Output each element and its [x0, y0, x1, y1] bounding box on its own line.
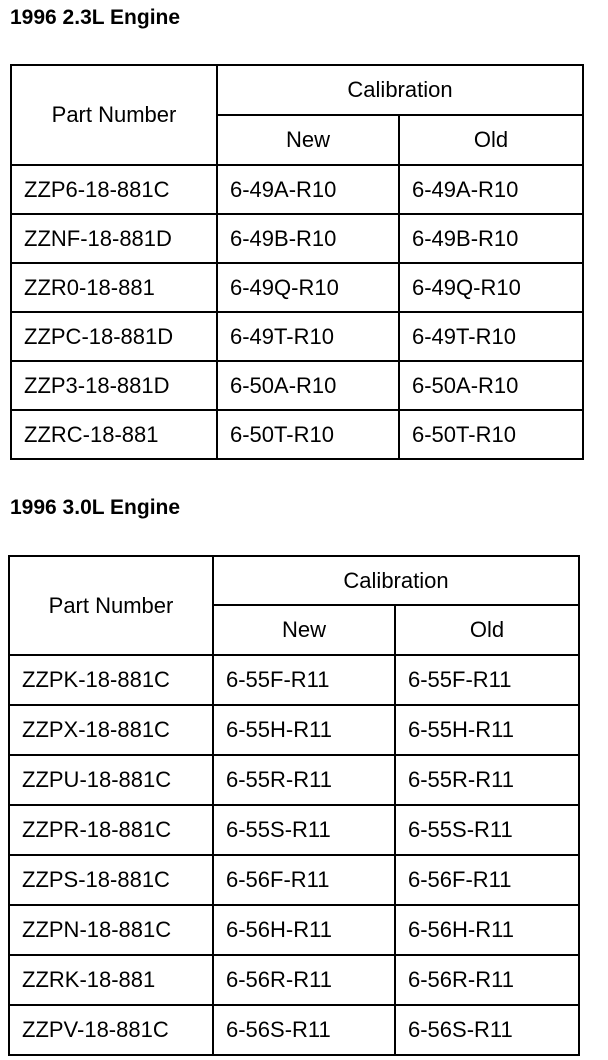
part-number-cell: ZZPN-18-881C: [9, 905, 213, 955]
table-row: [11, 263, 583, 312]
part-number-cell: ZZRK-18-881: [9, 955, 213, 1005]
new-calibration-cell: 6-49T-R10: [217, 312, 399, 361]
part-number-cell: ZZPX-18-881C: [9, 705, 213, 755]
part-number-cell: ZZRC-18-881: [11, 410, 217, 459]
old-calibration-cell: 6-55F-R11: [395, 655, 579, 705]
old-calibration-cell: 6-55S-R11: [395, 805, 579, 855]
table-row: [11, 214, 583, 263]
header-calibration: Calibration: [217, 65, 583, 115]
table-row: [9, 805, 579, 855]
table-row: [11, 312, 583, 361]
table-row: [11, 361, 583, 410]
part-number-cell: ZZPR-18-881C: [9, 805, 213, 855]
old-calibration-cell: 6-49T-R10: [399, 312, 583, 361]
part-number-cell: ZZP6-18-881C: [11, 165, 217, 214]
new-calibration-cell: 6-55S-R11: [213, 805, 395, 855]
table-row: [9, 1005, 579, 1055]
calibration-table-3-0l: [8, 555, 580, 1056]
new-calibration-cell: 6-49Q-R10: [217, 263, 399, 312]
header-old: Old: [399, 115, 583, 165]
old-calibration-cell: 6-56R-R11: [395, 955, 579, 1005]
header-part-number: Part Number: [11, 65, 217, 165]
part-number-cell: ZZPU-18-881C: [9, 755, 213, 805]
table-row: [11, 410, 583, 459]
part-number-cell: ZZPS-18-881C: [9, 855, 213, 905]
new-calibration-cell: 6-49A-R10: [217, 165, 399, 214]
table-row: [11, 165, 583, 214]
old-calibration-cell: 6-50A-R10: [399, 361, 583, 410]
part-number-cell: ZZPK-18-881C: [9, 655, 213, 705]
new-calibration-cell: 6-49B-R10: [217, 214, 399, 263]
part-number-cell: ZZP3-18-881D: [11, 361, 217, 410]
header-calibration: Calibration: [213, 556, 579, 605]
new-calibration-cell: 6-55F-R11: [213, 655, 395, 705]
table-row: [9, 705, 579, 755]
table-row: [9, 855, 579, 905]
old-calibration-cell: 6-49Q-R10: [399, 263, 583, 312]
table-row: [9, 955, 579, 1005]
table-row: [9, 655, 579, 705]
table-row: [9, 905, 579, 955]
part-number-cell: ZZPC-18-881D: [11, 312, 217, 361]
calibration-table-2-3l: [10, 64, 584, 460]
new-calibration-cell: 6-55R-R11: [213, 755, 395, 805]
old-calibration-cell: 6-55R-R11: [395, 755, 579, 805]
header-new: New: [213, 605, 395, 655]
new-calibration-cell: 6-55H-R11: [213, 705, 395, 755]
part-number-cell: ZZPV-18-881C: [9, 1005, 213, 1055]
old-calibration-cell: 6-56S-R11: [395, 1005, 579, 1055]
old-calibration-cell: 6-50T-R10: [399, 410, 583, 459]
part-number-cell: ZZNF-18-881D: [11, 214, 217, 263]
header-new: New: [217, 115, 399, 165]
new-calibration-cell: 6-50T-R10: [217, 410, 399, 459]
header-part-number: Part Number: [9, 556, 213, 655]
table-row: [9, 755, 579, 805]
old-calibration-cell: 6-49B-R10: [399, 214, 583, 263]
old-calibration-cell: 6-49A-R10: [399, 165, 583, 214]
old-calibration-cell: 6-56H-R11: [395, 905, 579, 955]
section-title-3-0l: 1996 3.0L Engine: [10, 496, 181, 519]
new-calibration-cell: 6-50A-R10: [217, 361, 399, 410]
old-calibration-cell: 6-55H-R11: [395, 705, 579, 755]
new-calibration-cell: 6-56F-R11: [213, 855, 395, 905]
old-calibration-cell: 6-56F-R11: [395, 855, 579, 905]
new-calibration-cell: 6-56S-R11: [213, 1005, 395, 1055]
section-title-2-3l: 1996 2.3L Engine: [10, 6, 181, 29]
new-calibration-cell: 6-56H-R11: [213, 905, 395, 955]
new-calibration-cell: 6-56R-R11: [213, 955, 395, 1005]
header-old: Old: [395, 605, 579, 655]
part-number-cell: ZZR0-18-881: [11, 263, 217, 312]
